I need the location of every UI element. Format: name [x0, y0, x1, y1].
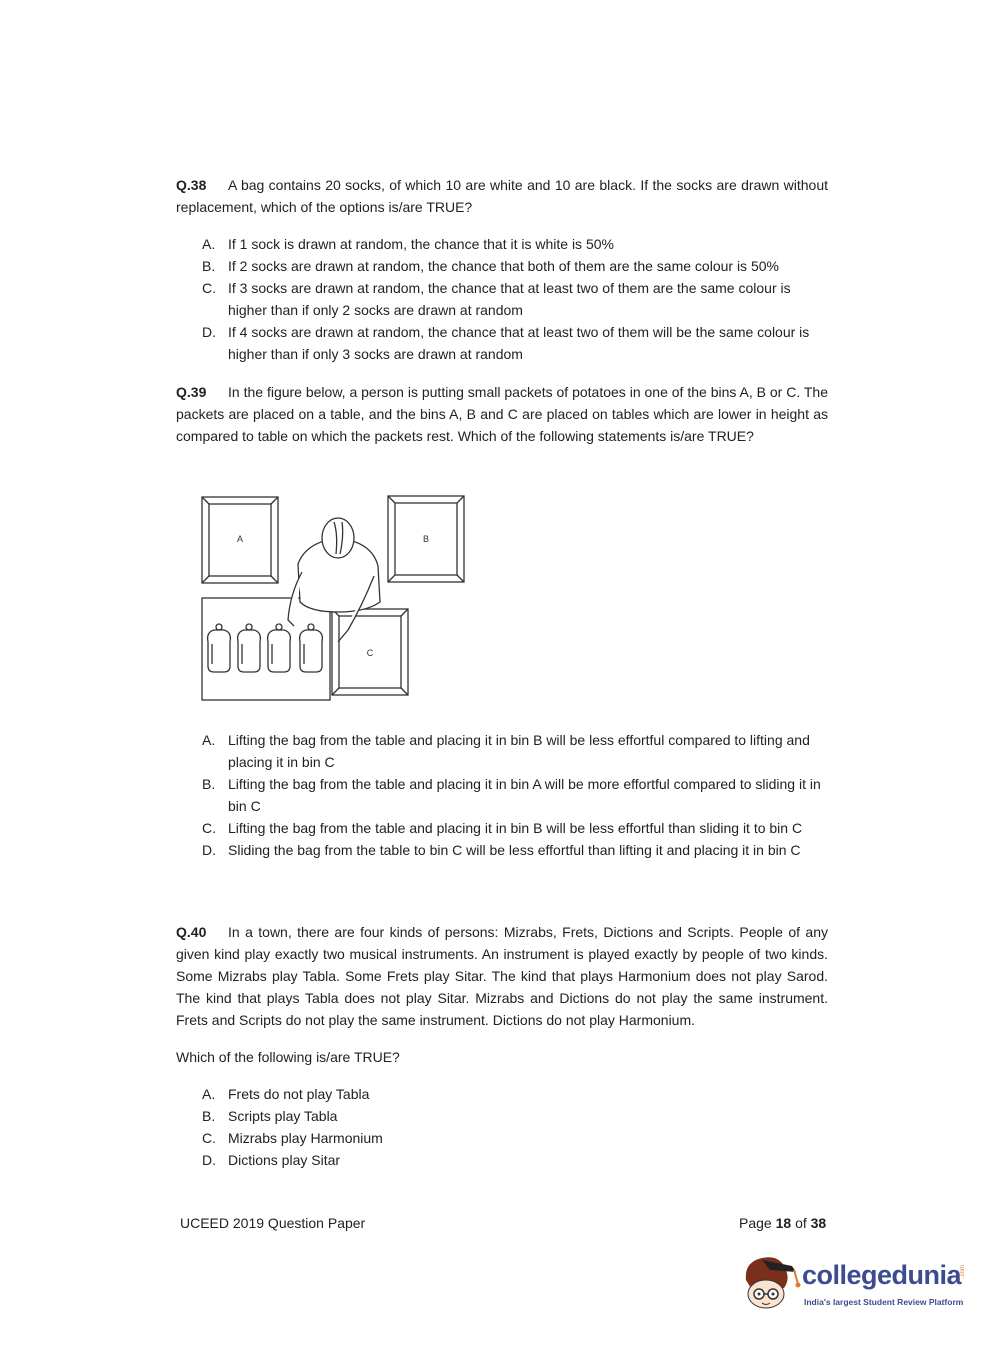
option-a — [202, 729, 828, 773]
option-text: Frets do not play Tabla — [228, 1086, 370, 1102]
page-prefix: Page — [739, 1215, 772, 1231]
option-text: Lifting the bag from the table and placing it in bin B will be less effortful compared to lifting and placing it in bin C — [228, 732, 810, 770]
logo-name: collegedunia — [802, 1260, 962, 1290]
option-a — [202, 1083, 828, 1105]
collegedunia-logo — [740, 1250, 970, 1320]
option-letter: D. — [202, 842, 216, 858]
option-letter: B. — [202, 258, 216, 274]
option-letter: D. — [202, 1152, 216, 1168]
logo-tagline: India's largest Student Review Platform — [804, 1297, 964, 1307]
logo-suffix: .com — [960, 1265, 966, 1279]
option-text: If 2 socks are drawn at random, the chance that both of them are the same colour is 50% — [228, 258, 779, 274]
page-number — [739, 1212, 826, 1234]
option-d — [202, 839, 828, 861]
option-letter: B. — [202, 1108, 216, 1124]
question-40 — [176, 921, 828, 1031]
question-number: Q.38 — [176, 177, 207, 193]
question-39-options — [202, 729, 828, 861]
person — [288, 518, 380, 642]
option-text: Dictions play Sitar — [228, 1152, 341, 1168]
option-a — [202, 233, 828, 255]
option-letter: C. — [202, 820, 216, 836]
option-letter: C. — [202, 280, 216, 296]
option-b — [202, 773, 828, 817]
option-letter: A. — [202, 236, 216, 252]
bins-figure — [198, 494, 470, 704]
option-c — [202, 817, 828, 839]
option-text: If 1 sock is drawn at random, the chance that it is white is 50% — [228, 236, 614, 252]
packets-table — [202, 598, 330, 700]
question-38 — [176, 174, 828, 218]
option-text: Sliding the bag from the table to bin C will be less effortful than lifting it and placing it in bin C — [228, 842, 801, 858]
mascot-icon — [740, 1250, 804, 1320]
option-letter: B. — [202, 776, 216, 792]
option-c — [202, 277, 828, 321]
option-b — [202, 1105, 828, 1127]
page-current: 18 — [775, 1215, 792, 1231]
question-40-prompt: Which of the following is/are TRUE? — [176, 1049, 400, 1065]
question-40-options — [202, 1083, 828, 1171]
option-text: Lifting the bag from the table and placing it in bin B will be less effortful than sliding it to bin C — [228, 820, 803, 836]
page-sep: of — [795, 1215, 807, 1231]
option-text: Lifting the bag from the table and placing it in bin A will be more effortful compared to sliding it in bin C — [228, 776, 821, 814]
option-b — [202, 255, 828, 277]
potato-packets — [208, 624, 323, 672]
option-letter: A. — [202, 732, 216, 748]
question-number: Q.39 — [176, 384, 207, 400]
option-c — [202, 1127, 828, 1149]
option-text: Scripts play Tabla — [228, 1108, 338, 1124]
question-39 — [176, 381, 828, 447]
question-text: In a town, there are four kinds of persons: Mizrabs, Frets, Dictions and Scripts. People of any given kind play exactly two musical instruments. An instrument is played exactly by people of two kinds. Some Mizrabs play Tabla. Some Frets play Sitar. The kind that plays Harmonium does not play Sarod. The kind that plays Tabla does not play Sitar. Mizrabs and Dictions do not play the same instrument. Frets and Scripts do not play the same instrument. Dictions do not play Harmonium. — [176, 924, 828, 1028]
bin-b-label: B — [422, 534, 430, 544]
option-letter: D. — [202, 324, 216, 340]
question-number: Q.40 — [176, 924, 207, 940]
page-total: 38 — [810, 1215, 827, 1231]
bin-a-label: A — [236, 534, 244, 544]
option-d — [202, 321, 828, 365]
paper-title: UCEED 2019 Question Paper — [180, 1215, 366, 1231]
option-letter: C. — [202, 1130, 216, 1146]
option-letter: A. — [202, 1086, 216, 1102]
question-38-options — [202, 233, 828, 365]
option-text: If 3 socks are drawn at random, the chance that at least two of them are the same colour is higher than if only 2 socks are drawn at random — [228, 280, 791, 318]
bin-c-label: C — [366, 648, 374, 658]
option-text: Mizrabs play Harmonium — [228, 1130, 383, 1146]
option-d — [202, 1149, 828, 1171]
question-text: In the figure below, a person is putting small packets of potatoes in one of the bins A, B or C. The packets are placed on a table, and the bins A, B and C are placed on tables which are lower in height as compared to table on which the packets rest. Which of the following statements is/are TRUE? — [176, 384, 828, 444]
option-text: If 4 socks are drawn at random, the chance that at least two of them will be the same colour is higher than if only 3 socks are drawn at random — [228, 324, 810, 362]
question-text: A bag contains 20 socks, of which 10 are white and 10 are black. If the socks are drawn without replacement, which of the options is/are TRUE? — [176, 177, 828, 215]
